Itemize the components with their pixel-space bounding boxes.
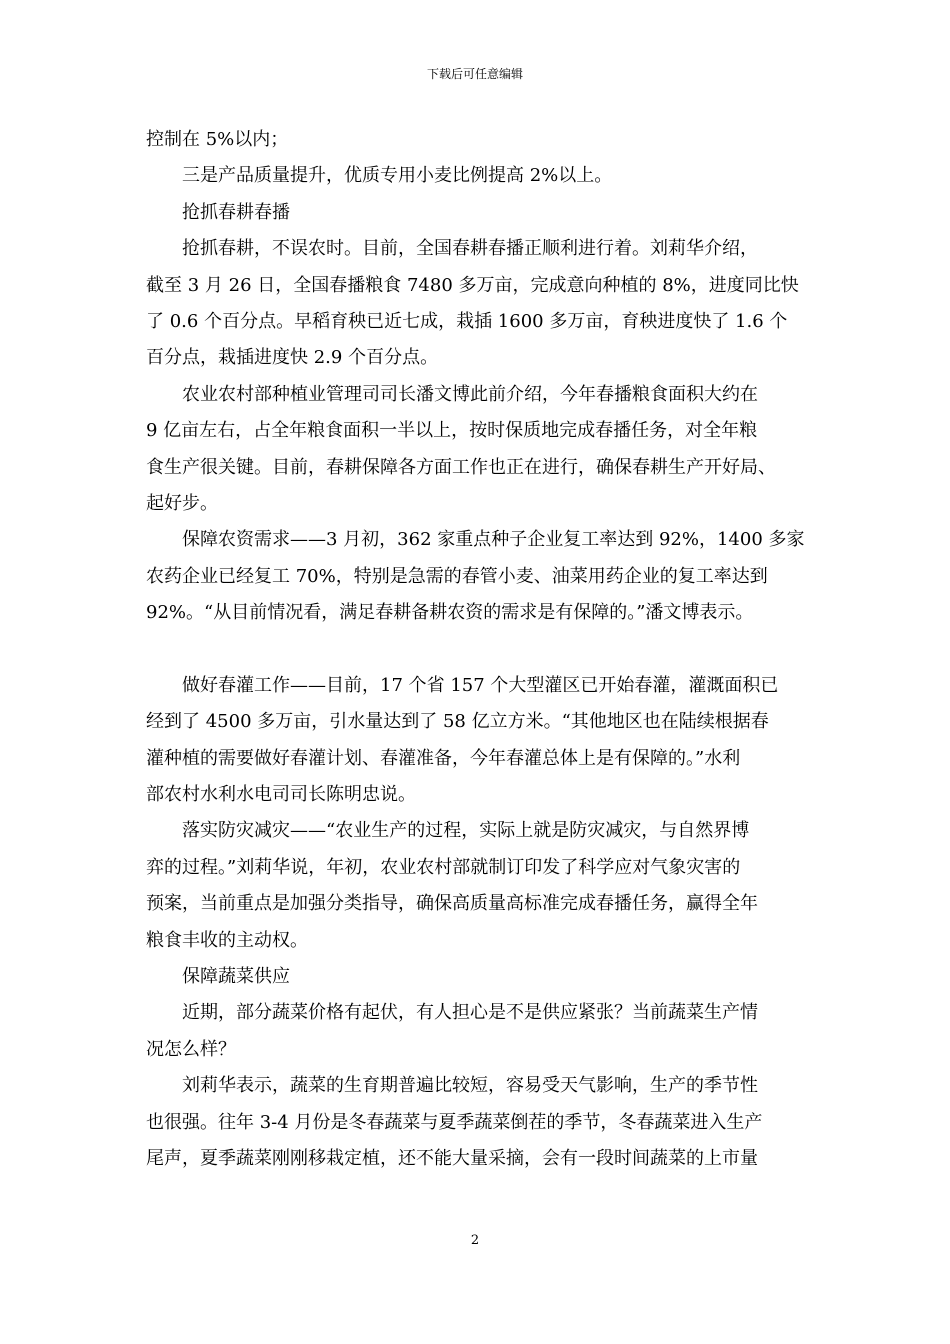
text-line: 农药企业已经复工 70%，特别是急需的春管小麦、油菜用药企业的复工率达到 [146,565,768,587]
text-line: 9 亿亩左右，占全年粮食面积一半以上，按时保质地完成春播任务，对全年粮 [146,420,758,442]
text-line: 落实防灾减灾——“农业生产的过程，实际上就是防灾减灾，与自然界博 [182,820,750,842]
text-line: 灌种植的需要做好春灌计划、春灌准备，今年春灌总体上是有保障的。”水利 [146,747,741,769]
text-line: 弈的过程。”刘莉华说，年初，农业农村部就制订印发了科学应对气象灾害的 [146,856,741,878]
text-line: 了 0.6 个百分点。早稻育秧已近七成，栽插 1600 多万亩，育秧进度快了 1.6 个 [146,310,788,332]
text-line: 百分点，栽插进度快 2.9 个百分点。 [146,347,439,369]
text-line: 做好春灌工作——目前，17 个省 157 个大型灌区已开始春灌，灌溉面积已 [182,674,779,696]
text-line: 经到了 4500 多万亩，引水量达到了 58 亿立方米。“其他地区也在陆续根据春 [146,711,769,733]
text-line: 近期，部分蔬菜价格有起伏，有人担心是不是供应紧张？当前蔬菜生产情 [182,1002,758,1024]
text-line: 92%。“从目前情况看，满足春耕备耕农资的需求是有保障的。”潘文博表示。 [146,602,754,624]
text-line: 控制在 5%以内； [146,129,289,150]
text-line: 食生产很关键。目前，春耕保障各方面工作也正在进行，确保春耕生产开好局、 [146,456,776,478]
text-line: 也很强。往年 3-4 月份是冬春蔬菜与夏季蔬菜倒茬的季节，冬春蔬菜进入生产 [146,1111,763,1133]
text-line: 保障农资需求——3 月初，362 家重点种子企业复工率达到 92%，1400 多家 [182,529,805,551]
text-line: 三是产品质量提升，优质专用小麦比例提高 2%以上。 [182,165,613,187]
text-line: 尾声，夏季蔬菜刚刚移栽定植，还不能大量采摘，会有一段时间蔬菜的上市量 [146,1147,758,1169]
text-line: 粮食丰收的主动权。 [146,929,308,951]
text-line: 况怎么样？ [146,1038,236,1060]
document-body [146,122,820,1177]
text-line: 刘莉华表示，蔬菜的生育期普遍比较短，容易受天气影响，生产的季节性 [182,1075,758,1097]
page-header: 下载后可任意编辑 [426,67,523,81]
section-heading: 抢抓春耕春播 [182,201,290,223]
text-line: 部农村水利水电司司长陈明忠说。 [146,784,416,806]
paragraph-gap [146,631,820,667]
text-line: 抢抓春耕，不误农时。目前，全国春耕春播正顺利进行着。刘莉华介绍， [182,238,758,260]
text-line: 截至 3 月 26 日，全国春播粮食 7480 多万亩，完成意向种植的 8%，进度同比快 [146,274,799,296]
text-line: 预案，当前重点是加强分类指导，确保高质量高标准完成春播任务，赢得全年 [146,893,758,915]
page-number: 2 [470,1233,480,1248]
text-line: 起好步。 [146,492,218,514]
section-heading: 保障蔬菜供应 [182,965,290,987]
text-line: 农业农村部种植业管理司司长潘文博此前介绍，今年春播粮食面积大约在 [182,383,758,405]
